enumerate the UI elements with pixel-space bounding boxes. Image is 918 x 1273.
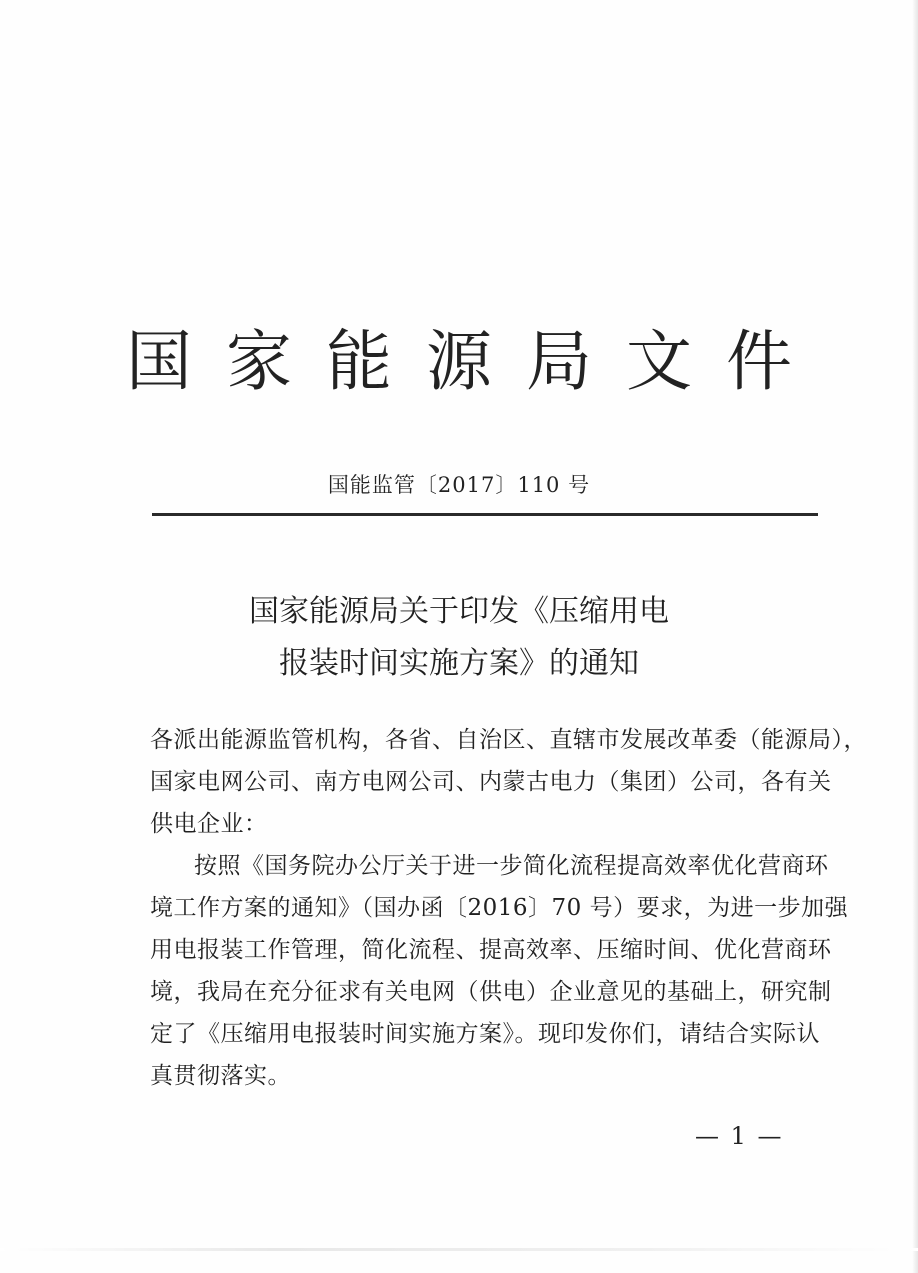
paragraph-line: 境，我局在充分征求有关电网（供电）企业意见的基础上，研究制	[150, 979, 832, 1005]
addressee-line: 供电企业：	[150, 811, 268, 837]
paragraph-line: 境工作方案的通知》（国办函〔2016〕70 号）要求，为进一步加强	[150, 895, 849, 921]
scan-edge-shadow	[912, 0, 918, 1273]
document-number: 国能监管〔2017〕110 号	[327, 473, 591, 497]
masthead-title: 国家能源局文件	[126, 323, 826, 400]
main-paragraph	[150, 845, 849, 1097]
notice-body	[150, 719, 867, 1097]
notice-title-line-2: 报装时间实施方案》的通知	[279, 646, 639, 681]
addressee-line: 国家电网公司、南方电网公司、内蒙古电力（集团）公司，各有关	[150, 769, 832, 795]
paragraph-line: 按照《国务院办公厅关于进一步简化流程提高效率优化营商环	[194, 853, 829, 879]
notice-title-line-1: 国家能源局关于印发《压缩用电	[249, 594, 669, 629]
notice-title	[0, 586, 918, 690]
header-separator-line	[152, 513, 818, 516]
paragraph-line: 用电报装工作管理，简化流程、提高效率、压缩时间、优化营商环	[150, 937, 832, 963]
addressee-block	[150, 719, 867, 845]
page-number: — 1 —	[695, 1122, 784, 1150]
addressee-line: 各派出能源监管机构，各省、自治区、直辖市发展改革委（能源局），	[150, 727, 867, 753]
scan-edge-shadow	[0, 1248, 918, 1251]
paragraph-line: 真贯彻落实。	[150, 1063, 291, 1089]
paragraph-line: 定了《压缩用电报装时间实施方案》。现印发你们，请结合实际认	[150, 1021, 820, 1047]
